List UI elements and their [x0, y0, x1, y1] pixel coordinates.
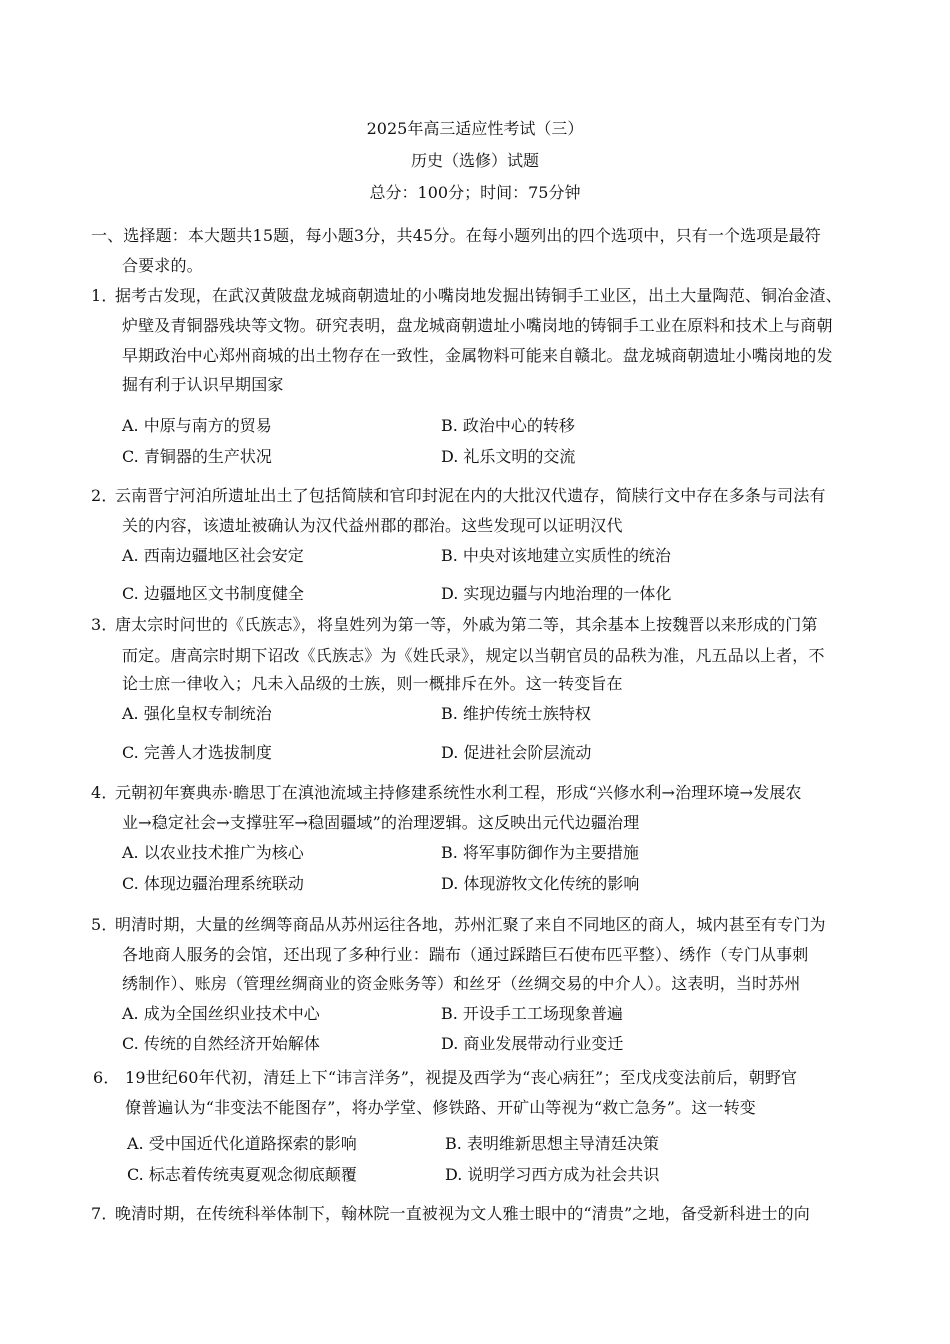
option-b[interactable]: B. 政治中心的转移 [441, 416, 575, 435]
question-number: 3． [91, 615, 118, 634]
option-d[interactable]: D. 实现边疆与内地治理的一体化 [441, 584, 672, 603]
question-text-line: 早期政治中心郑州商城的出土物存在一致性，金属物料可能来自赣北。盘龙城商朝遗址小嘴岗地的发 [122, 346, 833, 365]
section-instruction: 一、选择题：本大题共15题，每小题3分，共45分。在每小题列出的四个选项中，只有一个选项是最符 [91, 226, 821, 245]
question-number: 6． [93, 1068, 120, 1087]
question-text-line: 关的内容，该遗址被确认为汉代益州郡的郡治。这些发现可以证明汉代 [122, 516, 623, 535]
question-text-line: 业→稳定社会→支撑驻军→稳固疆域”的治理逻辑。这反映出元代边疆治理 [122, 813, 640, 832]
question-text-line: 明清时期，大量的丝绸等商品从苏州运往各地，苏州汇聚了来自不同地区的商人，城内甚至有专门为 [115, 915, 826, 934]
question-text-line: 19世纪60年代初，清廷上下“讳言洋务”，视提及西学为“丧心病狂”；至戊戌变法前后，朝野官 [125, 1068, 798, 1087]
exam-subject: 历史（选修）试题 [410, 151, 539, 170]
question-text-line: 唐太宗时问世的《氏族志》，将皇姓列为第一等，外戚为第二等，其余基本上按魏晋以来形成的门第 [115, 615, 818, 634]
question-text-line: 据考古发现，在武汉黄陂盘龙城商朝遗址的小嘴岗地发掘出铸铜手工业区，出土大量陶范、铜冶金渣、 [115, 286, 842, 305]
question-number: 1． [91, 286, 118, 305]
option-c[interactable]: C. 标志着传统夷夏观念彻底颠覆 [127, 1165, 357, 1184]
question-text-line: 元朝初年赛典赤·瞻思丁在滇池流域主持修建系统性水利工程，形成“兴修水利→治理环境→发展农 [115, 783, 802, 802]
option-b[interactable]: B. 开设手工工场现象普遍 [441, 1004, 623, 1023]
option-a[interactable]: A. 受中国近代化道路探索的影响 [127, 1134, 357, 1153]
option-a[interactable]: A. 以农业技术推广为核心 [122, 843, 304, 862]
option-c[interactable]: C. 完善人才选拔制度 [122, 743, 272, 762]
option-d[interactable]: D. 礼乐文明的交流 [441, 447, 576, 466]
option-b[interactable]: B. 将军事防御作为主要措施 [441, 843, 639, 862]
question-text-line: 僚普遍认为“非变法不能图存”，将办学堂、修铁路、开矿山等视为“救亡急务”。这一转变 [125, 1098, 756, 1117]
option-c[interactable]: C. 青铜器的生产状况 [122, 447, 272, 466]
option-d[interactable]: D. 促进社会阶层流动 [441, 743, 592, 762]
option-b[interactable]: B. 表明维新思想主导清廷决策 [445, 1134, 659, 1153]
option-a[interactable]: A. 中原与南方的贸易 [122, 416, 272, 435]
question-number: 2． [91, 486, 118, 505]
question-text-line: 云南晋宁河泊所遗址出土了包括简牍和官印封泥在内的大批汉代遗存，简牍行文中存在多条与司法有 [115, 486, 826, 505]
question-text-line: 论士庶一律收入；凡未入品级的士族，则一概排斥在外。这一转变旨在 [122, 674, 623, 693]
option-c[interactable]: C. 传统的自然经济开始解体 [122, 1034, 320, 1053]
question-number: 4． [91, 783, 118, 802]
option-d[interactable]: D. 商业发展带动行业变迁 [441, 1034, 624, 1053]
option-a[interactable]: A. 成为全国丝织业技术中心 [122, 1004, 320, 1023]
exam-score-time: 总分：100分；时间：75分钟 [369, 183, 581, 202]
option-d[interactable]: D. 体现游牧文化传统的影响 [441, 874, 640, 893]
question-text-line: 掘有利于认识早期国家 [122, 375, 284, 394]
exam-title: 2025年高三适应性考试（三） [366, 119, 584, 138]
question-text-line: 绣制作）、账房（管理丝绸商业的资金账务等）和丝牙（丝绸交易的中介人）。这表明，当时苏州 [122, 974, 801, 993]
option-d[interactable]: D. 说明学习西方成为社会共识 [445, 1165, 660, 1184]
option-c[interactable]: C. 体现边疆治理系统联动 [122, 874, 304, 893]
question-number: 7． [91, 1204, 118, 1223]
option-a[interactable]: A. 强化皇权专制统治 [122, 704, 272, 723]
option-b[interactable]: B. 维护传统士族特权 [441, 704, 591, 723]
question-text-line: 炉壁及青铜器残块等文物。研究表明，盘龙城商朝遗址小嘴岗地的铸铜手工业在原料和技术上与商朝 [122, 316, 833, 335]
question-number: 5． [91, 915, 118, 934]
question-text-line: 各地商人服务的会馆，还出现了多种行业：踹布（通过踩踏巨石使布匹平整）、绣作（专门从事刺 [122, 945, 809, 964]
option-c[interactable]: C. 边疆地区文书制度健全 [122, 584, 304, 603]
option-a[interactable]: A. 西南边疆地区社会安定 [122, 546, 304, 565]
question-text-line: 晚清时期，在传统科举体制下，翰林院一直被视为文人雅士眼中的“清贵”之地，备受新科进士的向 [115, 1204, 810, 1223]
option-b[interactable]: B. 中央对该地建立实质性的统治 [441, 546, 671, 565]
section-instruction-cont: 合要求的。 [122, 256, 203, 275]
question-text-line: 而定。唐高宗时期下诏改《氏族志》为《姓氏录》，规定以当朝官员的品秩为准，凡五品以上者，不 [122, 646, 825, 665]
